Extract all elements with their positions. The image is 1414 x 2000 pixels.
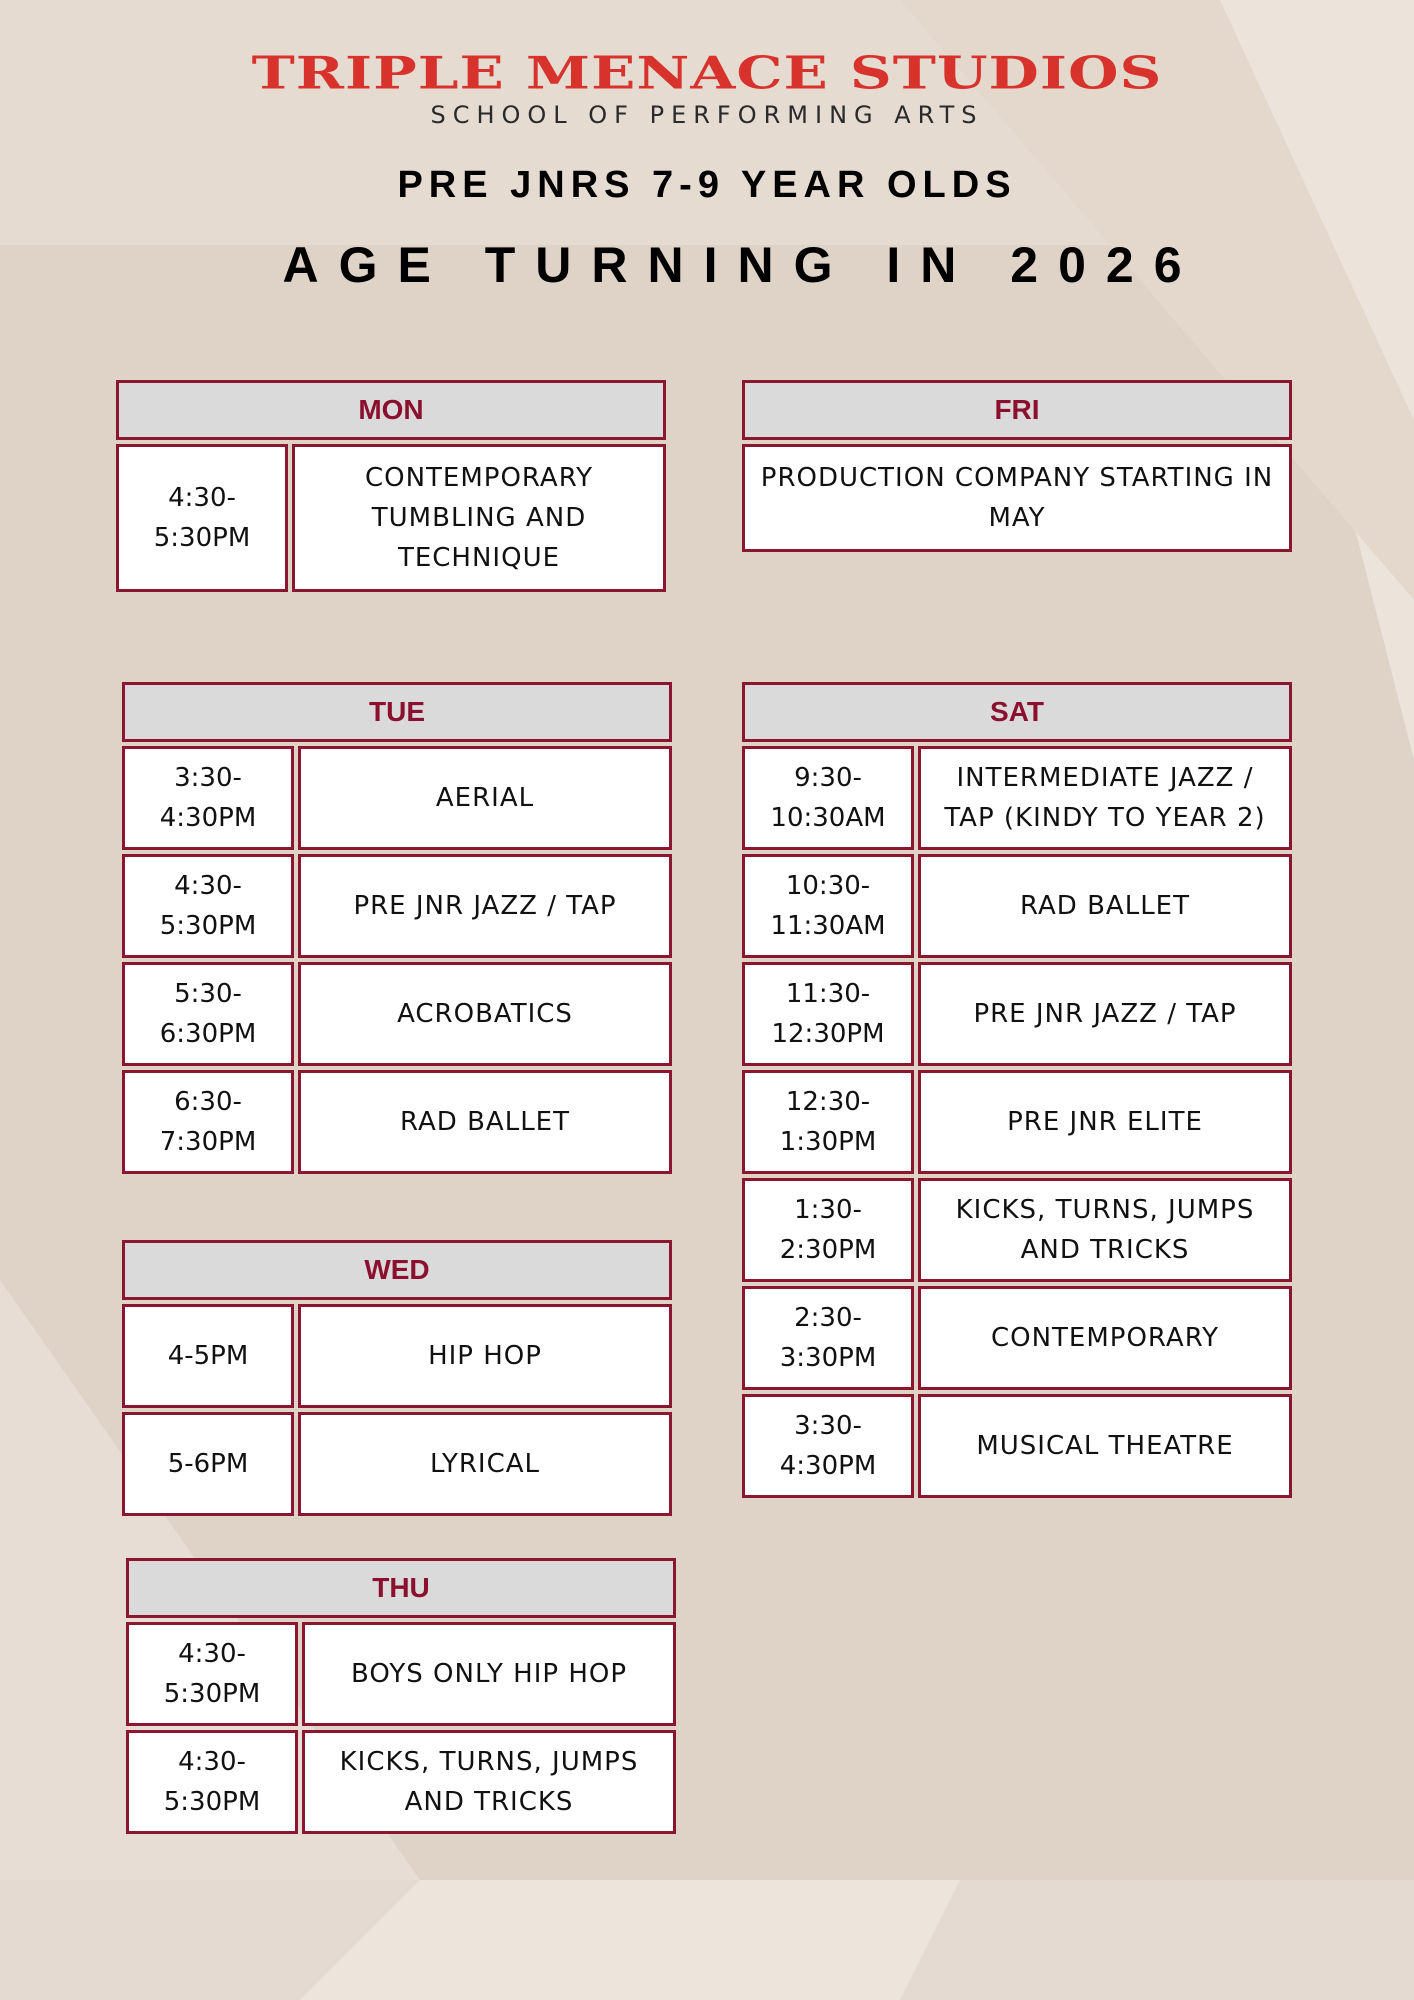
day-card-mon	[116, 380, 666, 592]
schedule-row	[742, 854, 1292, 958]
schedule-row	[742, 444, 1292, 552]
age-note: AGE TURNING IN 2026	[282, 237, 1202, 293]
class-time: 2:30-3:30PM	[742, 1286, 914, 1390]
schedule-row	[122, 746, 672, 850]
class-time: 3:30-4:30PM	[122, 746, 294, 850]
class-name: KICKS, TURNS, JUMPS AND TRICKS	[918, 1178, 1292, 1282]
day-card-tue	[122, 682, 672, 1174]
class-name: MUSICAL THEATRE	[918, 1394, 1292, 1498]
schedule-row	[742, 1070, 1292, 1174]
group-title: PRE JNRS 7-9 YEAR OLDS	[397, 164, 1017, 206]
class-name: RAD BALLET	[298, 1070, 672, 1174]
class-name: BOYS ONLY HIP HOP	[302, 1622, 676, 1726]
class-note: PRODUCTION COMPANY STARTING IN MAY	[742, 444, 1292, 552]
class-time: 1:30-2:30PM	[742, 1178, 914, 1282]
class-time: 10:30-11:30AM	[742, 854, 914, 958]
day-card-fri	[742, 380, 1292, 552]
day-card-thu	[126, 1558, 676, 1834]
class-time: 3:30-4:30PM	[742, 1394, 914, 1498]
class-name: PRE JNR JAZZ / TAP	[298, 854, 672, 958]
class-time: 9:30-10:30AM	[742, 746, 914, 850]
day-header: WED	[122, 1240, 672, 1300]
class-time: 6:30-7:30PM	[122, 1070, 294, 1174]
schedule-row	[742, 1394, 1292, 1498]
class-time: 4:30-5:30PM	[122, 854, 294, 958]
studio-logo	[0, 38, 1414, 130]
schedule-row	[122, 962, 672, 1066]
day-header: THU	[126, 1558, 676, 1618]
day-header: TUE	[122, 682, 672, 742]
class-name: PRE JNR JAZZ / TAP	[918, 962, 1292, 1066]
schedule-row	[122, 1070, 672, 1174]
class-time: 4:30-5:30PM	[126, 1730, 298, 1834]
class-time: 5-6PM	[122, 1412, 294, 1516]
class-time: 5:30-6:30PM	[122, 962, 294, 1066]
class-name: LYRICAL	[298, 1412, 672, 1516]
schedule-row	[126, 1622, 676, 1726]
class-time: 12:30-1:30PM	[742, 1070, 914, 1174]
class-time: 11:30-12:30PM	[742, 962, 914, 1066]
studio-subtitle: SCHOOL OF PERFORMING ARTS	[430, 101, 984, 129]
schedule-row	[742, 746, 1292, 850]
class-name: RAD BALLET	[918, 854, 1292, 958]
schedule-row	[126, 1730, 676, 1834]
schedule-row	[122, 1304, 672, 1408]
day-card-wed	[122, 1240, 672, 1516]
schedule-row	[122, 854, 672, 958]
class-time: 4-5PM	[122, 1304, 294, 1408]
schedule-row	[116, 444, 666, 592]
class-name: KICKS, TURNS, JUMPS AND TRICKS	[302, 1730, 676, 1834]
class-name: AERIAL	[298, 746, 672, 850]
class-name: HIP HOP	[298, 1304, 672, 1408]
class-name: PRE JNR ELITE	[918, 1070, 1292, 1174]
class-name: ACROBATICS	[298, 962, 672, 1066]
schedule-row	[742, 962, 1292, 1066]
schedule-row	[122, 1412, 672, 1516]
schedule-row	[742, 1178, 1292, 1282]
class-name: CONTEMPORARY TUMBLING AND TECHNIQUE	[292, 444, 666, 592]
day-header: MON	[116, 380, 666, 440]
class-name: CONTEMPORARY	[918, 1286, 1292, 1390]
class-time: 4:30-5:30PM	[116, 444, 288, 592]
class-time: 4:30-5:30PM	[126, 1622, 298, 1726]
schedule-row	[742, 1286, 1292, 1390]
day-header: FRI	[742, 380, 1292, 440]
studio-name: TRIPLE MENACE STUDIOS	[251, 46, 1163, 100]
class-name: INTERMEDIATE JAZZ / TAP (KINDY TO YEAR 2)	[918, 746, 1292, 850]
day-header: SAT	[742, 682, 1292, 742]
day-card-sat	[742, 682, 1292, 1498]
